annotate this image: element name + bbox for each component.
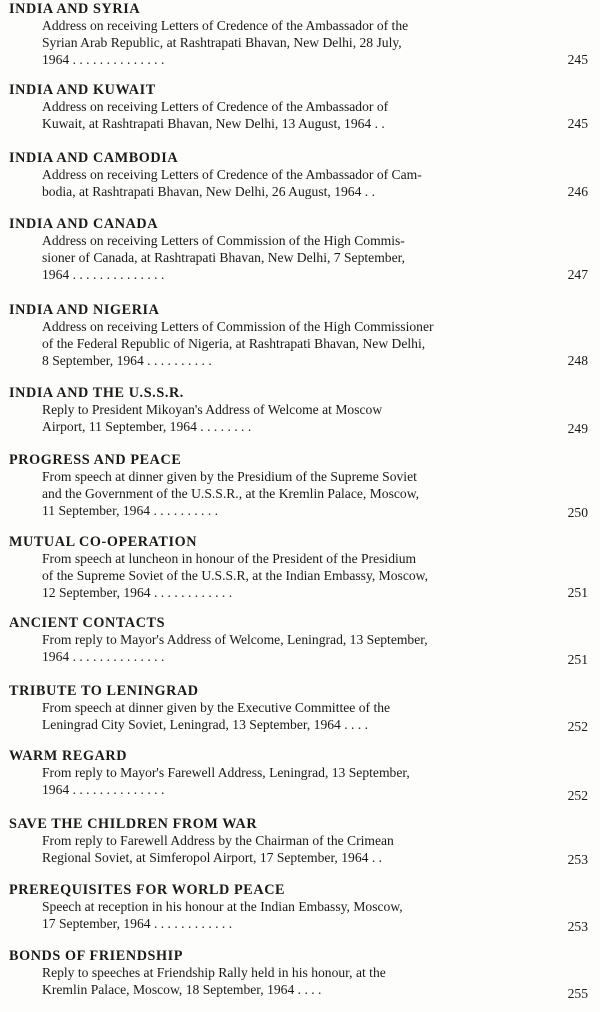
description-line: Reply to President Mikoyan's Address of Welcome at Moscow (42, 402, 383, 417)
entry-page-number: 248 (567, 353, 588, 368)
entry-description (42, 700, 520, 734)
entry-heading: INDIA AND THE U.S.S.R. (9, 385, 184, 401)
description-line: From speech at luncheon in honour of the President of the Presidium (42, 551, 417, 566)
description-line: 1964 . . . . . . . . . . . . . . (42, 781, 165, 797)
entry-page-number: 255 (567, 986, 588, 1001)
entry-description (42, 319, 520, 369)
entry-page-number: 245 (567, 116, 588, 131)
entry-description (42, 833, 520, 867)
description-line: Reply to speeches at Friendship Rally held in his honour, at the (42, 965, 386, 980)
description-line: Address on receiving Letters of Commission of the High Commissioner (42, 319, 434, 334)
entry-heading: WARM REGARD (9, 748, 128, 764)
description-line: bodia, at Rashtrapati Bhavan, New Delhi, 26 August, 1964 . . (42, 183, 375, 199)
description-line: 8 September, 1964 . . . . . . . . . . (42, 352, 212, 368)
entry-heading: MUTUAL CO-OPERATION (9, 534, 198, 550)
entry-page-number: 253 (567, 919, 588, 934)
entry-page-number: 245 (567, 52, 588, 67)
description-line: Speech at reception in his honour at the Indian Embassy, Moscow, (42, 899, 403, 914)
description-line: Syrian Arab Republic, at Rashtrapati Bhavan, New Delhi, 28 July, (42, 34, 402, 50)
entry-heading: INDIA AND SYRIA (9, 1, 141, 17)
description-line: 17 September, 1964 . . . . . . . . . . . . (42, 915, 233, 931)
entry-page-number: 253 (567, 852, 588, 867)
entry-page-number: 251 (567, 585, 588, 600)
description-line: Address on receiving Letters of Credence of the Ambassador of Cam- (42, 167, 422, 182)
entry-heading: SAVE THE CHILDREN FROM WAR (9, 816, 258, 832)
description-line: From reply to Farewell Address by the Chairman of the Crimean (42, 833, 394, 848)
entry-page-number: 247 (567, 267, 588, 282)
description-line: of the Federal Republic of Nigeria, at Rashtrapati Bhavan, New Delhi, (42, 335, 426, 351)
description-line: of the Supreme Soviet of the U.S.S.R, at the Indian Embassy, Moscow, (42, 567, 428, 583)
entry-page-number: 246 (567, 184, 588, 199)
entry-page-number: 251 (567, 652, 588, 667)
description-line: Airport, 11 September, 1964 . . . . . . . . (42, 418, 252, 434)
description-line: Address on receiving Letters of Commission of the High Commis- (42, 233, 405, 248)
entry-description (42, 469, 520, 519)
description-line: From speech at dinner given by the Executive Committee of the (42, 700, 391, 715)
entry-page-number: 252 (567, 788, 588, 803)
entry-page-number: 249 (567, 421, 588, 436)
description-line: Regional Soviet, at Simferopol Airport, 17 September, 1964 . . (42, 849, 383, 865)
description-line: From reply to Mayor's Farewell Address, Leningrad, 13 September, (42, 765, 410, 780)
entry-heading: INDIA AND CANADA (9, 216, 159, 232)
entry-description (42, 965, 520, 999)
description-line: and the Government of the U.S.S.R., at the Kremlin Palace, Moscow, (42, 485, 420, 501)
entry-heading: ANCIENT CONTACTS (9, 615, 166, 631)
entry-heading: INDIA AND CAMBODIA (9, 150, 179, 166)
description-line: Kremlin Palace, Moscow, 18 September, 1964 . . . . (42, 981, 322, 997)
entry-description (42, 899, 520, 933)
description-line: 12 September, 1964 . . . . . . . . . . . . (42, 584, 233, 600)
description-line: Kuwait, at Rashtrapati Bhavan, New Delhi, 13 August, 1964 . . (42, 115, 385, 131)
entry-description (42, 167, 520, 201)
entry-heading: INDIA AND NIGERIA (9, 302, 160, 318)
description-line: 1964 . . . . . . . . . . . . . . (42, 51, 165, 67)
description-line: sioner of Canada, at Rashtrapati Bhavan, New Delhi, 7 September, (42, 249, 405, 265)
entry-heading: BONDS OF FRIENDSHIP (9, 948, 184, 964)
description-line: Leningrad City Soviet, Leningrad, 13 September, 1964 . . . . (42, 716, 369, 732)
description-line: 11 September, 1964 . . . . . . . . . . (42, 502, 219, 518)
entry-description (42, 765, 520, 799)
entry-page-number: 252 (567, 719, 588, 734)
entry-description (42, 233, 520, 283)
entry-heading: INDIA AND KUWAIT (9, 82, 156, 98)
description-line: From speech at dinner given by the Presidium of the Supreme Soviet (42, 469, 417, 484)
entry-heading: PREREQUISITES FOR WORLD PEACE (9, 882, 286, 898)
entry-heading: TRIBUTE TO LENINGRAD (9, 683, 199, 699)
description-line: 1964 . . . . . . . . . . . . . . (42, 648, 165, 664)
description-line: From reply to Mayor's Address of Welcome, Leningrad, 13 September, (42, 632, 428, 647)
description-line: Address on receiving Letters of Credence of the Ambassador of (42, 99, 389, 114)
entry-description (42, 18, 520, 68)
entry-description (42, 402, 520, 436)
entry-description (42, 551, 520, 601)
entry-description (42, 632, 520, 666)
entry-page-number: 250 (567, 505, 588, 520)
description-line: 1964 . . . . . . . . . . . . . . (42, 266, 165, 282)
description-line: Address on receiving Letters of Credence of the Ambassador of the (42, 18, 409, 33)
entry-description (42, 99, 520, 133)
entry-heading: PROGRESS AND PEACE (9, 452, 182, 468)
